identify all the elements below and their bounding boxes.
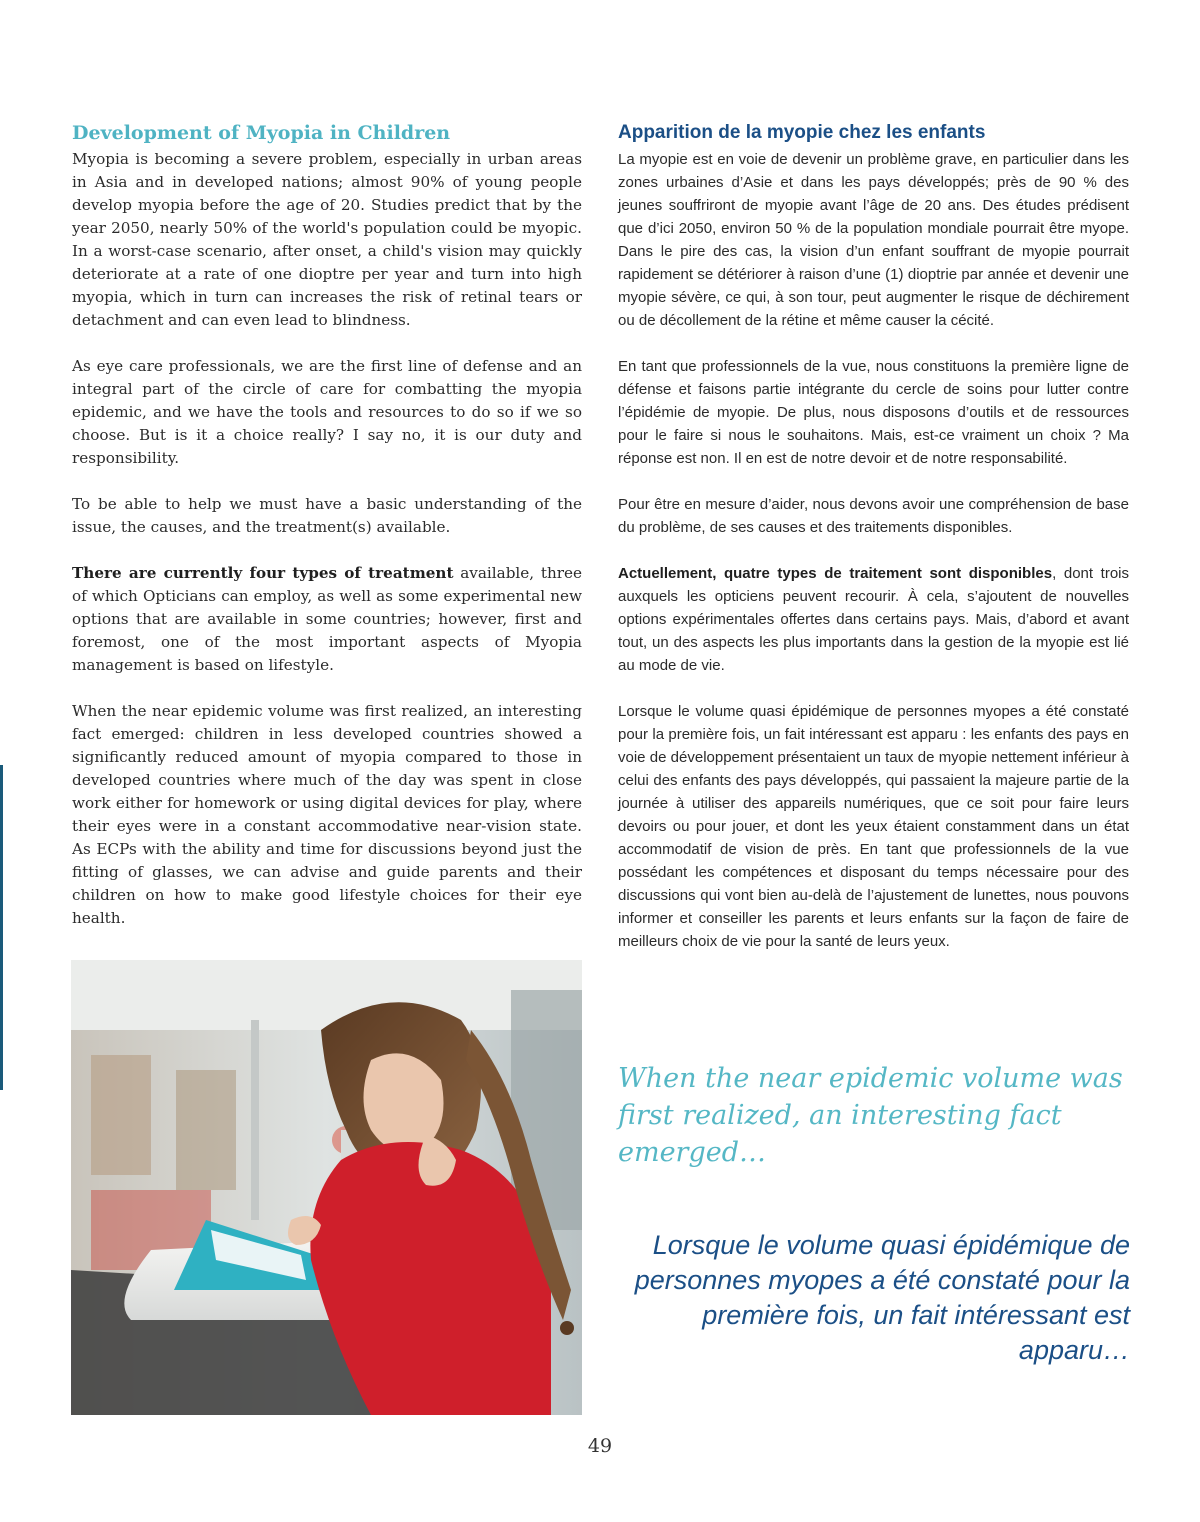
english-title: Development of Myopia in Children (72, 122, 451, 144)
english-paragraph-2: As eye care professionals, we are the first line of defense and an integral part of the circle of care for combatting the myopia epidemic, and we have the tools and resources to do so if we so choose. But is it a choice really? I say no, it is our duty and responsibility. (72, 357, 582, 467)
french-column (618, 120, 1129, 976)
english-column (72, 120, 582, 953)
french-paragraph-1: La myopie est en voie de devenir un problème grave, en particulier dans les zones urbaines d’Asie et dans les pays développés; près de 90 % des jeunes souffriront de myopie avant l’âge de 20 ans. Des études prédisent que d’ici 2050, environ 50 % de la population mondiale pourrait être myope. Dans le pire des cas, la vision d’un enfant souffrant de myopie pourrait rapidement se détériorer à raison d’une (1) dioptrie par année et devenir une myopie sévère, ce qui, à son tour, peut augmenter le risque de déchirement ou de décollement de la rétine et même causer la cécité. (618, 151, 1129, 329)
page-number: 49 (587, 1435, 613, 1457)
english-paragraph-4-rest: available, three of which Opticians can employ, as well as some experimental new options that are available in some countries; however, first and foremost, one of the most important aspects of Myopia management is based on lifestyle. (72, 564, 582, 674)
french-paragraph-4-bold: Actuellement, quatre types de traitement sont disponibles (618, 565, 1053, 582)
french-pull-quote: Lorsque le volume quasi épidémique de personnes myopes a été constaté pour la première fois, un fait intéressant est apparu… (634, 1230, 1130, 1365)
french-paragraph-2: En tant que professionnels de la vue, nous constituons la première ligne de défense et faisons partie intégrante du cercle de soins pour lutter contre l’épidémie de myopie. De plus, nous disposons d’outils et de ressources pour le faire si nous le souhaitons. Mais, est-ce vraiment un choix ? Ma réponse est non. Il en est de notre devoir et de notre responsabilité. (618, 358, 1129, 467)
english-paragraph-3: To be able to help we must have a basic understanding of the issue, the causes, and the treatment(s) available. (72, 495, 582, 536)
photo-illustration (71, 960, 582, 1415)
french-paragraph-4 (618, 562, 1129, 677)
french-paragraph-5: Lorsque le volume quasi épidémique de personnes myopes a été constaté pour la première fois, un fait intéressant est apparu : les enfants des pays en voie de développement présentaient un taux de myopie nettement inférieur à celui des enfants des pays développés, qui passaient la majeure partie de la journée à utiliser des appareils numériques, que ce soit pour faire leurs devoirs ou pour jouer, et dont les yeux étaient constamment dans un état accommodatif de vision de près. En tant que professionnels de la vue possédant les compétences et disposant du temps nécessaire pour des discussions qui vont bien au-delà de l’ajustement de lunettes, nous pouvons informer et conseiller les parents et leurs enfants sur la façon de faire de meilleurs choix de vie pour la santé de leurs yeux. (618, 703, 1129, 950)
english-paragraph-5: When the near epidemic volume was first realized, an interesting fact emerged: children in less developed countries showed a significantly reduced amount of myopia compared to those in developed countries where much of the day was spent in close work either for homework or using digital devices for play, where their eyes were in a constant accommodative near-vision state. As ECPs with the ability and time for discussions beyond just the fitting of glasses, we can advise and guide parents and their children on how to make good lifestyle choices for their eye health. (72, 702, 582, 927)
french-paragraph-3: Pour être en mesure d’aider, nous devons avoir une compréhension de base du problème, de ses causes et des traitements disponibles. (618, 496, 1129, 536)
page-edge-bar (0, 765, 3, 1090)
french-paragraph-4-rest: , dont trois auxquels les opticiens peuvent recourir. À cela, s’ajoutent de nouvelles options expérimentales offertes dans certains pays. Mais, d’abord et avant tout, un des aspects les plus importants dans la gestion de la myopie est lié au mode de vie. (618, 565, 1129, 674)
french-title: Apparition de la myopie chez les enfants (618, 122, 986, 143)
english-pull-quote: When the near epidemic volume was first realized, an interesting fact emerged… (618, 1063, 1123, 1168)
girl-with-tablet-photo (71, 960, 582, 1415)
english-paragraph-4-bold: There are currently four types of treatment (72, 564, 454, 582)
english-paragraph-4 (72, 562, 582, 677)
english-paragraph-1: Myopia is becoming a severe problem, especially in urban areas in Asia and in developed nations; almost 90% of young people develop myopia before the age of 20. Studies predict that by the year 2050, nearly 50% of the world's population could be myopic. In a worst-case scenario, after onset, a child's vision may quickly deteriorate at a rate of one dioptre per year and turn into high myopia, which in turn can increases the risk of retinal tears or detachment and can even lead to blindness. (72, 150, 582, 329)
